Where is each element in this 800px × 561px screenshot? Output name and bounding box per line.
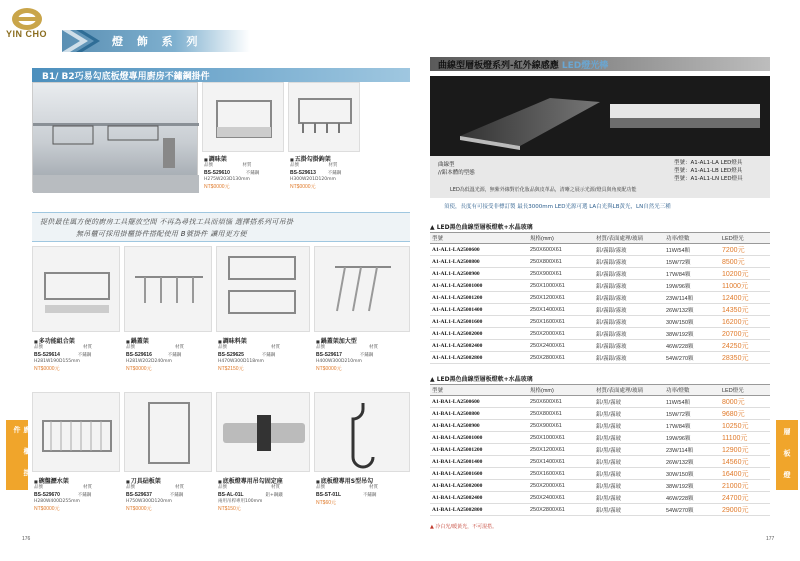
model-label: 型號：A1-AL1-LN LED燈具 — [674, 176, 743, 182]
blue-note: 須使，長度有可接受非標訂製 最長3000mm LED光源可選 LA白光與LB黃光，LN自然光三種 — [444, 204, 671, 210]
col-header: 規格(mm) — [528, 233, 594, 244]
table-cell: 鋁/黑/霧玻 — [594, 396, 664, 408]
product-spec: H300W201D120mm — [290, 177, 336, 182]
table-cell: 250X1400X61 — [528, 456, 594, 468]
table-cell: 鋁/黑/霧玻 — [594, 420, 664, 432]
product-photo — [314, 246, 410, 332]
product-col-code: 品號 — [204, 163, 213, 168]
table-cell: 28350元 — [720, 352, 770, 364]
table-cell: 23W/114顆 — [664, 444, 720, 456]
table-cell: 14350元 — [720, 304, 770, 316]
product-photo — [216, 246, 310, 332]
table-cell: A1-BA1-LA25001600 — [430, 468, 528, 480]
feature-text: LED為低溫光源，無紫外線對於化妝品與皮革品，清晰之展示光源/燈具與角度配功能 — [450, 187, 637, 193]
product-photo — [314, 392, 410, 472]
product-card — [34, 476, 120, 512]
table-cell: 23W/114顆 — [664, 292, 720, 304]
col-header: 材質/表面處理/玻璃 — [594, 385, 664, 396]
table-cell: 20700元 — [720, 328, 770, 340]
table-row — [430, 352, 770, 364]
product-col-material: 材質 — [369, 345, 378, 350]
table-cell: 54W/270顆 — [664, 352, 720, 364]
table-cell: A1-AL1-LA2500600 — [430, 244, 528, 256]
product-col-code: 品號 — [126, 345, 135, 350]
table-cell: 250X1600X61 — [528, 316, 594, 328]
table-cell: 鋁/霧銀/霧玻 — [594, 340, 664, 352]
table-cell: A1-AL1-LA25001000 — [430, 280, 528, 292]
table-cell: 250X900X61 — [528, 420, 594, 432]
product-col-material: 材質 — [369, 485, 378, 490]
table-row — [430, 340, 770, 352]
table-cell: 250X2000X61 — [528, 480, 594, 492]
table-cell: 15W/72顆 — [664, 256, 720, 268]
table-cell: 250X600X61 — [528, 396, 594, 408]
table-cell: 250X1200X61 — [528, 444, 594, 456]
table-cell: A1-BA1-LA25002800 — [430, 504, 528, 516]
table-cell: 鋁/黑/霧玻 — [594, 468, 664, 480]
table-cell: A1-AL1-LA25001400 — [430, 304, 528, 316]
product-photo — [202, 82, 284, 152]
table-cell: 30W/150顆 — [664, 316, 720, 328]
table-cell: 鋁/霧銀/霧玻 — [594, 256, 664, 268]
table-cell: 7200元 — [720, 244, 770, 256]
table-cell: 17W/84顆 — [664, 420, 720, 432]
product-col-code: 品號 — [218, 485, 227, 490]
table-cell: 29000元 — [720, 504, 770, 516]
table-cell: A1-AL1-LA25002400 — [430, 340, 528, 352]
table-cell: 鋁/黑/霧玻 — [594, 504, 664, 516]
table-cell: 11W/54顆 — [664, 244, 720, 256]
table-cell: 鋁/霧銀/霧玻 — [594, 352, 664, 364]
table-cell: 10200元 — [720, 268, 770, 280]
product-price: NT$0000元 — [204, 184, 230, 190]
table-cell: A1-AL1-LA2500800 — [430, 256, 528, 268]
product-material: 不鏽鋼 — [245, 171, 260, 176]
product-code: BS-S29625 — [218, 352, 244, 358]
table-cell: 21000元 — [720, 480, 770, 492]
product-code: BS-S29613 — [290, 170, 316, 176]
product-card — [126, 336, 212, 372]
product-price: NT$0000元 — [290, 184, 316, 190]
table-cell: 250X1000X61 — [528, 280, 594, 292]
product-price: NT$0000元 — [316, 366, 342, 372]
col-header: 型號 — [430, 385, 528, 396]
table-cell: 38W/192顆 — [664, 328, 720, 340]
table-row — [430, 328, 770, 340]
product-spec: H281W202D240mm — [126, 359, 172, 364]
product-photo — [288, 82, 360, 152]
product-photo — [216, 392, 310, 472]
product-col-material: 材質 — [83, 345, 92, 350]
table-cell: 16200元 — [720, 316, 770, 328]
info-box — [32, 212, 410, 242]
product-card — [218, 336, 308, 372]
footnote: ▲ 冷白光/暖黃光，不可混搭。 — [430, 524, 498, 530]
table-cell: 鋁/黑/霧玻 — [594, 444, 664, 456]
product-col-code: 品號 — [218, 345, 227, 350]
side-tab-label: 層 板 燈 — [783, 428, 791, 484]
table-cell: 鋁/霧銀/霧玻 — [594, 304, 664, 316]
product-spec: H281W190D155mm — [34, 359, 80, 364]
product-card — [290, 154, 362, 190]
table-cell: 250X600X61 — [528, 244, 594, 256]
price-table — [430, 232, 770, 364]
table-cell: 19W/96顆 — [664, 280, 720, 292]
table-cell: 250X2400X61 — [528, 340, 594, 352]
product-spec: H470W300D118mm — [218, 359, 264, 364]
col-header: 材質/表面處理/玻璃 — [594, 233, 664, 244]
product-name: ■ 鍋蓋架加大型 — [316, 336, 410, 345]
table-row — [430, 468, 770, 480]
table-cell: 250X2000X61 — [528, 328, 594, 340]
col-header: 功率/燈數 — [664, 385, 720, 396]
product-price: NT$0000元 — [126, 506, 152, 512]
table-cell: 12400元 — [720, 292, 770, 304]
table-row — [430, 504, 770, 516]
product-name: ■ 多功能組合架 — [34, 336, 120, 345]
section-title-led: LED燈光棒 — [561, 61, 609, 71]
table-cell: 24250元 — [720, 340, 770, 352]
product-photo — [32, 246, 120, 332]
product-price: NT$2150元 — [218, 366, 244, 372]
table-cell: 46W/228顆 — [664, 492, 720, 504]
table-cell: 250X2800X61 — [528, 352, 594, 364]
product-name: ■ 調味料架 — [218, 336, 308, 345]
col-header: LED燈光 — [720, 385, 770, 396]
product-price: NT$150元 — [218, 506, 241, 512]
product-card — [218, 476, 310, 512]
table-row — [430, 420, 770, 432]
table-cell: 24700元 — [720, 492, 770, 504]
page-number: 176 — [22, 536, 31, 542]
table-cell: 鋁/黑/霧玻 — [594, 480, 664, 492]
product-material: 不鏽鋼 — [362, 493, 377, 498]
table-cell: 11000元 — [720, 280, 770, 292]
section-title: B1/ B2巧易勾底板燈專用廚房不鏽鋼掛件 — [42, 72, 210, 82]
product-col-material: 材質 — [271, 345, 280, 350]
product-photo — [124, 392, 212, 472]
product-col-code: 品號 — [290, 163, 299, 168]
table-cell: 38W/192顆 — [664, 480, 720, 492]
product-spec: H400W300D210mm — [316, 359, 362, 364]
product-code: BS-S29637 — [126, 492, 152, 498]
table-cell: 250X800X61 — [528, 256, 594, 268]
product-material: 不鏽鋼 — [167, 353, 182, 358]
table-cell: 11W/54顆 — [664, 396, 720, 408]
table-cell: A1-AL1-LA2500900 — [430, 268, 528, 280]
product-spec: H275W203D130mm — [204, 177, 250, 182]
table-cell: A1-AL1-LA25002800 — [430, 352, 528, 364]
product-card — [34, 336, 120, 372]
product-name: ■ 底板燈專用吊勾固定座 — [218, 476, 310, 485]
product-material: 不鏽鋼 — [77, 353, 92, 358]
table-cell: 9680元 — [720, 408, 770, 420]
table-cell: 鋁/霧銀/霧玻 — [594, 316, 664, 328]
table-cell: 10250元 — [720, 420, 770, 432]
product-material: 不鏽鋼 — [169, 493, 184, 498]
logo-text: YIN CHO — [6, 29, 48, 39]
table-row — [430, 268, 770, 280]
product-name: ■ 五掛勾掛鉤架 — [290, 154, 362, 163]
table-cell: 26W/132顆 — [664, 456, 720, 468]
product-price: NT$0000元 — [34, 366, 60, 372]
product-spec: 兩用吊桿專用100mm — [218, 499, 263, 504]
product-col-code: 品號 — [34, 345, 43, 350]
product-col-code: 品號 — [34, 485, 43, 490]
table-row — [430, 256, 770, 268]
table-row — [430, 480, 770, 492]
table-row — [430, 292, 770, 304]
product-material: 不鏽鋼 — [327, 171, 342, 176]
product-col-material: 材質 — [242, 163, 252, 168]
table-cell: 12900元 — [720, 444, 770, 456]
profile-label: //鋁本體的型態 — [438, 170, 475, 176]
info-line: 無吊櫃可採用掛櫃掛件搭配使用 B號掛件 讓用更方便 — [76, 230, 247, 238]
table-cell: 250X2800X61 — [528, 504, 594, 516]
led-photo — [430, 76, 770, 156]
product-card — [316, 336, 410, 372]
led-info-box — [430, 156, 770, 198]
table-row — [430, 492, 770, 504]
product-col-code: 品號 — [316, 485, 325, 490]
table-cell: 11100元 — [720, 432, 770, 444]
side-tab — [6, 420, 31, 490]
table-cell: A1-BA1-LA25001000 — [430, 432, 528, 444]
product-material: 鋁+鋼鐵 — [265, 493, 283, 498]
model-label: 型號：A1-AL1-LB LED燈具 — [674, 168, 743, 174]
product-col-material: 材質 — [175, 345, 184, 350]
product-spec: H280W400D255mm — [34, 499, 80, 504]
table-cell: 19W/96顆 — [664, 432, 720, 444]
table-cell: 鋁/霧銀/霧玻 — [594, 244, 664, 256]
table-cell: 14560元 — [720, 456, 770, 468]
product-price: NT$60元 — [316, 500, 337, 506]
page-number: 177 — [766, 536, 775, 542]
col-header: 規格(mm) — [528, 385, 594, 396]
product-code: BS-S29616 — [126, 352, 152, 358]
product-name: ■ 鍋蓋架 — [126, 336, 212, 345]
table-cell: 鋁/霧銀/霧玻 — [594, 268, 664, 280]
table-cell: A1-AL1-LA25001600 — [430, 316, 528, 328]
table-cell: 8000元 — [720, 396, 770, 408]
product-card — [204, 154, 284, 190]
product-col-material: 材質 — [271, 485, 280, 490]
table-cell: A1-BA1-LA2500900 — [430, 420, 528, 432]
table-cell: A1-AL1-LA25001200 — [430, 292, 528, 304]
table-cell: 鋁/黑/霧玻 — [594, 432, 664, 444]
table-cell: 250X900X61 — [528, 268, 594, 280]
table-cell: 8500元 — [720, 256, 770, 268]
product-name: ■ 碗盤瀝水架 — [34, 476, 120, 485]
table-cell: 鋁/霧銀/霧玻 — [594, 328, 664, 340]
product-material: 不鏽鋼 — [77, 493, 92, 498]
product-code: BS-S29610 — [204, 170, 230, 176]
info-line: 提供最佳風方便的廚房工具擺放空間 不再為尋找工具而煩惱 選擇搭系列可吊掛 — [40, 218, 294, 226]
model-label: 型號：A1-AL1-LA LED燈具 — [674, 160, 743, 166]
product-code: BS-S29617 — [316, 352, 342, 358]
col-header: LED燈光 — [720, 233, 770, 244]
table-row — [430, 408, 770, 420]
product-col-material: 材質 — [328, 163, 338, 168]
table-cell: 26W/132顆 — [664, 304, 720, 316]
product-spec: H750W300D120mm — [126, 499, 172, 504]
product-code: BS-ST-01L — [316, 492, 342, 498]
price-table — [430, 384, 770, 516]
table-cell: 17W/84顆 — [664, 268, 720, 280]
table-cell: 250X1000X61 — [528, 432, 594, 444]
product-code: BS-S29614 — [34, 352, 60, 358]
table-cell: 250X1600X61 — [528, 468, 594, 480]
table-cell: A1-BA1-LA25002400 — [430, 492, 528, 504]
product-col-material: 材質 — [175, 485, 184, 490]
product-name: ■ 底板燈專用S型吊勾 — [316, 476, 410, 485]
table-cell: 250X800X61 — [528, 408, 594, 420]
product-photo — [124, 246, 212, 332]
table-cell: 46W/228顆 — [664, 340, 720, 352]
product-material: 不鏽鋼 — [359, 353, 374, 358]
product-code: BS-AL-01L — [218, 492, 244, 498]
col-header: 型號 — [430, 233, 528, 244]
side-tab — [776, 420, 798, 490]
table-cell: 鋁/黑/霧玻 — [594, 492, 664, 504]
table-title: ▲ LED黑色曲線型層板燈軟+水晶玻璃 — [430, 376, 533, 383]
product-price: NT$0000元 — [126, 366, 152, 372]
col-header: 功率/燈數 — [664, 233, 720, 244]
product-card — [126, 476, 212, 512]
product-name: ■ 刀具砧板架 — [126, 476, 212, 485]
table-row — [430, 432, 770, 444]
product-card — [316, 476, 410, 506]
table-cell: A1-BA1-LA25001400 — [430, 456, 528, 468]
table-cell: A1-AL1-LA25002000 — [430, 328, 528, 340]
product-col-code: 品號 — [126, 485, 135, 490]
table-cell: 15W/72顆 — [664, 408, 720, 420]
table-cell: 鋁/黑/霧玻 — [594, 408, 664, 420]
table-row — [430, 280, 770, 292]
product-price: NT$0000元 — [34, 506, 60, 512]
table-row — [430, 444, 770, 456]
table-cell: 250X2400X61 — [528, 492, 594, 504]
table-cell: 鋁/霧銀/霧玻 — [594, 280, 664, 292]
kitchen-photo — [32, 82, 198, 192]
table-row — [430, 316, 770, 328]
table-row — [430, 304, 770, 316]
profile-label: 曲線型 — [438, 162, 455, 168]
table-row — [430, 396, 770, 408]
table-cell: 250X1200X61 — [528, 292, 594, 304]
table-cell: 鋁/霧銀/霧玻 — [594, 292, 664, 304]
page-title: 燈 飾 系 列 — [112, 35, 203, 48]
table-cell: 250X1400X61 — [528, 304, 594, 316]
table-cell: A1-BA1-LA25001200 — [430, 444, 528, 456]
table-cell: 54W/270顆 — [664, 504, 720, 516]
table-row — [430, 456, 770, 468]
chevron-icon — [62, 30, 102, 52]
table-cell: 30W/150顆 — [664, 468, 720, 480]
table-cell: A1-BA1-LA2500600 — [430, 396, 528, 408]
product-code: BS-S29670 — [34, 492, 60, 498]
product-col-material: 材質 — [83, 485, 92, 490]
section-title — [438, 58, 608, 71]
product-col-code: 品號 — [316, 345, 325, 350]
product-photo — [32, 392, 120, 472]
section-title-main: 曲線型層板燈系列-紅外線感應 — [438, 61, 559, 71]
table-cell: A1-BA1-LA25002000 — [430, 480, 528, 492]
side-tab-label: 廚 櫃 掛 件 — [13, 426, 31, 482]
table-cell: 鋁/黑/霧玻 — [594, 456, 664, 468]
table-row — [430, 244, 770, 256]
product-name: ■ 調味架 — [204, 154, 284, 163]
table-cell: 16400元 — [720, 468, 770, 480]
table-title: ▲ LED黑色曲線型層板燈軟+水晶玻璃 — [430, 224, 533, 231]
table-cell: A1-BA1-LA2500800 — [430, 408, 528, 420]
product-material: 不鏽鋼 — [261, 353, 276, 358]
